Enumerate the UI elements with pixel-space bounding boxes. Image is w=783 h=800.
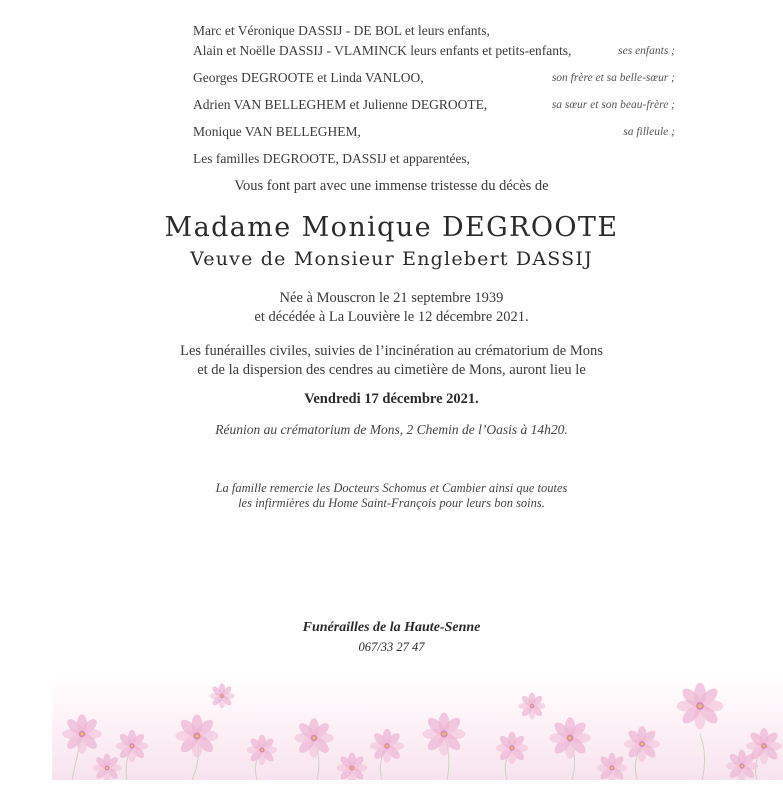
- announcement-intro: Vous font part avec une immense tristesse du décès de: [234, 178, 549, 194]
- thanks-line-2: les infirmières du Home Saint-François pour leurs bon soins.: [238, 496, 545, 510]
- family-name: Alain et Noëlle DASSIJ - VLAMINCK leurs enfants et petits-enfants,: [193, 43, 572, 58]
- family-line-3: [193, 67, 675, 89]
- thanks-line-1: La famille remercie les Docteurs Schomus et Cambier ainsi que toutes: [215, 481, 568, 495]
- birth-info: Née à Mouscron le 21 septembre 1939: [279, 290, 504, 306]
- ceremony-line-2: et de la dispersion des cendres au cimetière de Mons, auront lieu le: [197, 362, 586, 378]
- family-line-4: [193, 94, 675, 116]
- ceremony-line-1: Les funérailles civiles, suivies de l’incinération au crématorium de Mons: [180, 343, 603, 359]
- family-line-2: [193, 40, 675, 62]
- family-name: Monique VAN BELLEGHEM,: [193, 124, 361, 139]
- death-info: et décédée à La Louvière le 12 décembre 2021.: [254, 309, 529, 325]
- family-relation: ses enfants ;: [618, 45, 675, 57]
- funeral-home-name: Funérailles de la Haute-Senne: [302, 620, 481, 635]
- family-name: Marc et Véronique DASSIJ - DE BOL et leurs enfants,: [193, 23, 490, 38]
- family-name: Georges DEGROOTE et Linda VANLOO,: [193, 70, 424, 85]
- ceremony-meeting: Réunion au crématorium de Mons, 2 Chemin de l’Oasis à 14h20.: [215, 422, 568, 437]
- family-name: Adrien VAN BELLEGHEM et Julienne DEGROOTE,: [193, 97, 488, 112]
- ceremony-date: Vendredi 17 décembre 2021.: [304, 391, 479, 407]
- family-relation: sa filleule ;: [623, 126, 675, 138]
- funeral-home-phone: 067/33 27 47: [358, 640, 425, 654]
- family-line-1: [193, 20, 675, 42]
- family-line-5: [193, 121, 675, 143]
- pink-cosmos-flowers-border: [52, 676, 783, 780]
- family-relation: son frère et sa belle-sœur ;: [551, 72, 675, 84]
- family-line-6: [193, 148, 675, 170]
- family-relation: sa sœur et son beau-frère ;: [551, 99, 675, 111]
- deceased-spouse: Veuve de Monsieur Englebert DASSIJ: [190, 248, 593, 270]
- deceased-name: Madame Monique DEGROOTE: [164, 212, 619, 243]
- family-name: Les familles DEGROOTE, DASSIJ et apparentées,: [193, 151, 471, 166]
